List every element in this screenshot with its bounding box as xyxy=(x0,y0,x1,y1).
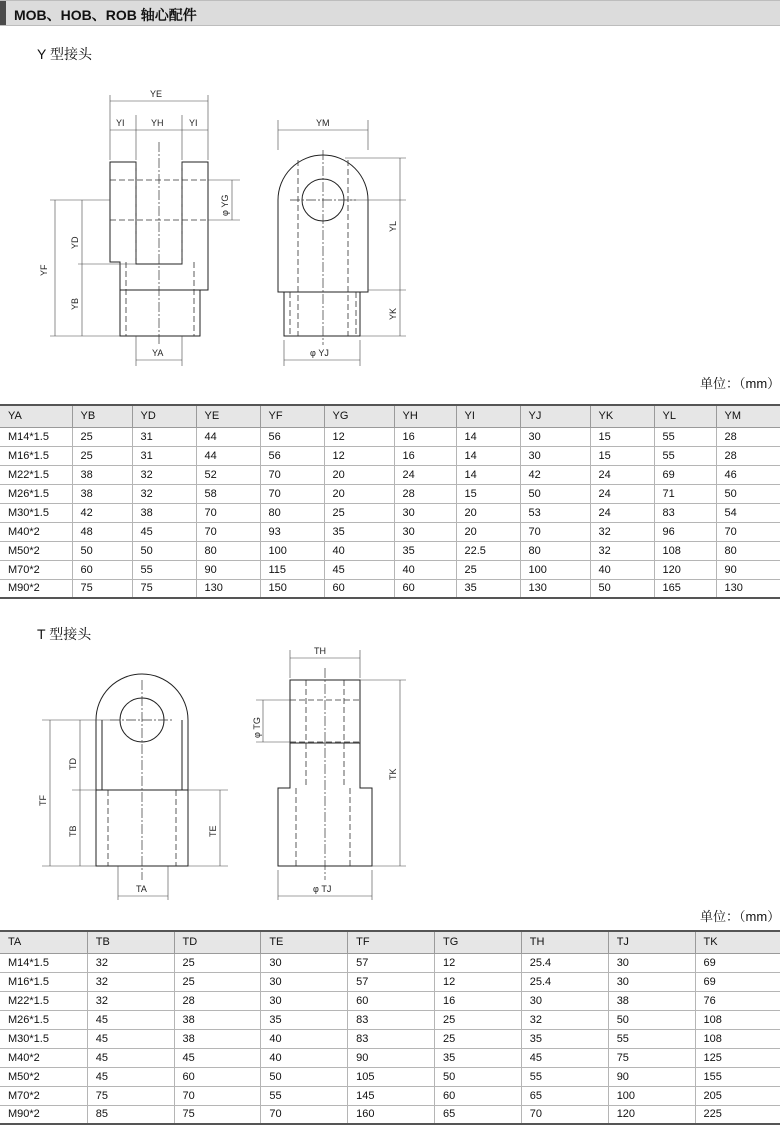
table-cell: 46 xyxy=(716,465,780,484)
table-cell: 24 xyxy=(590,484,654,503)
table-cell: 28 xyxy=(716,427,780,446)
table-cell: M50*2 xyxy=(0,1067,87,1086)
table-cell: 40 xyxy=(324,541,394,560)
table-cell: 75 xyxy=(174,1105,261,1124)
column-header: YF xyxy=(260,405,324,427)
table-cell: 100 xyxy=(608,1086,695,1105)
table-cell: 45 xyxy=(132,522,196,541)
table-cell: 35 xyxy=(521,1029,608,1048)
table-cell: M90*2 xyxy=(0,1105,87,1124)
table-cell: 35 xyxy=(456,579,520,598)
table-cell: 115 xyxy=(260,560,324,579)
table-cell: 70 xyxy=(174,1086,261,1105)
dim-label-yh: YH xyxy=(151,118,164,128)
table-cell: M50*2 xyxy=(0,541,72,560)
header-accent-bar xyxy=(0,1,6,25)
column-header: YL xyxy=(654,405,716,427)
table-cell: M30*1.5 xyxy=(0,503,72,522)
dim-label-tk: TK xyxy=(388,768,398,780)
table-cell: 15 xyxy=(590,446,654,465)
table-cell: 70 xyxy=(521,1105,608,1124)
table-cell: 65 xyxy=(434,1105,521,1124)
table-cell: 52 xyxy=(196,465,260,484)
table-cell: 24 xyxy=(590,503,654,522)
table-cell: 40 xyxy=(261,1029,348,1048)
column-header: TA xyxy=(0,931,87,953)
table-cell: 80 xyxy=(196,541,260,560)
table-cell: 30 xyxy=(261,953,348,972)
column-header: TF xyxy=(348,931,435,953)
table-cell: 16 xyxy=(394,446,456,465)
table-cell: 24 xyxy=(590,465,654,484)
table-cell: 25 xyxy=(434,1010,521,1029)
table-row xyxy=(0,465,780,484)
table-cell: 12 xyxy=(324,446,394,465)
column-header: YJ xyxy=(520,405,590,427)
table-cell: 30 xyxy=(261,991,348,1010)
dim-label-yd: YD xyxy=(70,236,80,249)
table-cell: 14 xyxy=(456,465,520,484)
table-cell: 108 xyxy=(654,541,716,560)
table-cell: 38 xyxy=(174,1029,261,1048)
table-cell: 30 xyxy=(394,522,456,541)
table-cell: 45 xyxy=(87,1010,174,1029)
table-cell: 25 xyxy=(174,953,261,972)
table-cell: 20 xyxy=(324,465,394,484)
table-cell: 40 xyxy=(590,560,654,579)
table-cell: 70 xyxy=(261,1105,348,1124)
table-cell: 65 xyxy=(521,1086,608,1105)
table-row xyxy=(0,1105,780,1124)
table-cell: 90 xyxy=(348,1048,435,1067)
table-cell: 55 xyxy=(654,446,716,465)
table-cell: M16*1.5 xyxy=(0,446,72,465)
y-joint-title: Y 型接头 xyxy=(37,46,92,62)
table-cell: 32 xyxy=(132,465,196,484)
dim-label-ta: TA xyxy=(136,884,147,894)
table-cell: 83 xyxy=(348,1029,435,1048)
table-row xyxy=(0,1029,780,1048)
table-cell: 30 xyxy=(394,503,456,522)
table-cell: 70 xyxy=(196,522,260,541)
table-cell: 31 xyxy=(132,427,196,446)
table-cell: 32 xyxy=(87,972,174,991)
column-header: YK xyxy=(590,405,654,427)
table-cell: 30 xyxy=(520,427,590,446)
table-cell: 85 xyxy=(87,1105,174,1124)
column-header: YM xyxy=(716,405,780,427)
table-cell: 205 xyxy=(695,1086,780,1105)
table-cell: 75 xyxy=(87,1086,174,1105)
table-cell: 54 xyxy=(716,503,780,522)
table-cell: 35 xyxy=(324,522,394,541)
table-cell: 16 xyxy=(434,991,521,1010)
dim-label-yk: YK xyxy=(388,307,398,320)
table-cell: 45 xyxy=(324,560,394,579)
table-cell: 15 xyxy=(456,484,520,503)
table-cell: 45 xyxy=(521,1048,608,1067)
table-cell: 12 xyxy=(434,953,521,972)
table-row xyxy=(0,1010,780,1029)
table-cell: 25 xyxy=(72,427,132,446)
table-cell: 96 xyxy=(654,522,716,541)
table-row xyxy=(0,1048,780,1067)
table-cell: M40*2 xyxy=(0,1048,87,1067)
column-header: TK xyxy=(695,931,780,953)
column-header: YD xyxy=(132,405,196,427)
table-cell: 83 xyxy=(654,503,716,522)
table-cell: 14 xyxy=(456,446,520,465)
table-cell: 30 xyxy=(608,972,695,991)
table-cell: 90 xyxy=(716,560,780,579)
table-cell: 108 xyxy=(695,1010,780,1029)
dim-label-td: TD xyxy=(68,758,78,770)
dim-label-yi-left: YI xyxy=(116,118,125,128)
table-cell: 25 xyxy=(72,446,132,465)
dim-label-tf: TF xyxy=(38,795,48,806)
table-cell: 32 xyxy=(521,1010,608,1029)
table-row xyxy=(0,484,780,503)
table-cell: 50 xyxy=(716,484,780,503)
table-cell: 32 xyxy=(87,953,174,972)
table-cell: 25.4 xyxy=(521,972,608,991)
dim-label-ya: YA xyxy=(152,348,164,358)
dim-label-yl: YL xyxy=(388,220,398,232)
table-cell: 165 xyxy=(654,579,716,598)
table-cell: 30 xyxy=(608,953,695,972)
table-cell: 40 xyxy=(261,1048,348,1067)
table-cell: 60 xyxy=(72,560,132,579)
y-spec-table xyxy=(0,404,780,599)
dim-label-ym: YM xyxy=(316,118,330,128)
table-cell: 30 xyxy=(261,972,348,991)
table-cell: 24 xyxy=(394,465,456,484)
table-row xyxy=(0,972,780,991)
section-header xyxy=(0,0,780,26)
table-cell: 28 xyxy=(394,484,456,503)
table-cell: 30 xyxy=(521,991,608,1010)
table-cell: 50 xyxy=(590,579,654,598)
table-row xyxy=(0,560,780,579)
table-cell: 31 xyxy=(132,446,196,465)
table-header-row xyxy=(0,931,780,953)
table-row xyxy=(0,953,780,972)
table-cell: 70 xyxy=(260,465,324,484)
table-cell: 70 xyxy=(716,522,780,541)
table-cell: 55 xyxy=(521,1067,608,1086)
table-cell: M40*2 xyxy=(0,522,72,541)
table-cell: 75 xyxy=(608,1048,695,1067)
table-cell: 50 xyxy=(520,484,590,503)
table-cell: 20 xyxy=(456,503,520,522)
column-header: TH xyxy=(521,931,608,953)
table-cell: 55 xyxy=(608,1029,695,1048)
column-header: TG xyxy=(434,931,521,953)
table-cell: 50 xyxy=(132,541,196,560)
table-row xyxy=(0,522,780,541)
table-cell: 80 xyxy=(520,541,590,560)
table-row xyxy=(0,991,780,1010)
table-cell: 38 xyxy=(608,991,695,1010)
t-joint-title: T 型接头 xyxy=(37,626,92,642)
table-row xyxy=(0,446,780,465)
table-cell: M90*2 xyxy=(0,579,72,598)
column-header: YH xyxy=(394,405,456,427)
table-cell: 38 xyxy=(72,465,132,484)
table-cell: 69 xyxy=(654,465,716,484)
table-row xyxy=(0,1067,780,1086)
table-cell: 55 xyxy=(654,427,716,446)
table-cell: 32 xyxy=(590,522,654,541)
t-spec-table xyxy=(0,930,780,1125)
dim-label-yb: YB xyxy=(70,297,80,310)
column-header: TD xyxy=(174,931,261,953)
page-title: MOB、HOB、ROB 轴心配件 xyxy=(14,7,197,23)
table-cell: 55 xyxy=(132,560,196,579)
table-cell: 50 xyxy=(261,1067,348,1086)
table-cell: 42 xyxy=(72,503,132,522)
table-cell: 80 xyxy=(260,503,324,522)
column-header: YI xyxy=(456,405,520,427)
column-header: YG xyxy=(324,405,394,427)
table-cell: M70*2 xyxy=(0,1086,87,1105)
table-cell: 25 xyxy=(324,503,394,522)
table-cell: 56 xyxy=(260,446,324,465)
table-cell: M22*1.5 xyxy=(0,465,72,484)
table-cell: 58 xyxy=(196,484,260,503)
table-cell: 50 xyxy=(608,1010,695,1029)
table-cell: 25.4 xyxy=(521,953,608,972)
table-header-row xyxy=(0,405,780,427)
table-row xyxy=(0,1086,780,1105)
dim-label-yi-right: YI xyxy=(189,118,198,128)
table-cell: 20 xyxy=(456,522,520,541)
table-cell: 50 xyxy=(72,541,132,560)
table-cell: 69 xyxy=(695,972,780,991)
table-cell: 130 xyxy=(520,579,590,598)
table-cell: 60 xyxy=(324,579,394,598)
table-row xyxy=(0,579,780,598)
table-row xyxy=(0,541,780,560)
table-cell: 105 xyxy=(348,1067,435,1086)
table-cell: 56 xyxy=(260,427,324,446)
dim-label-yj: φ YJ xyxy=(310,348,329,358)
table-cell: 32 xyxy=(590,541,654,560)
table-cell: 76 xyxy=(695,991,780,1010)
table-cell: 45 xyxy=(87,1067,174,1086)
table-cell: M30*1.5 xyxy=(0,1029,87,1048)
table-cell: M22*1.5 xyxy=(0,991,87,1010)
table-cell: 130 xyxy=(196,579,260,598)
table-cell: 15 xyxy=(590,427,654,446)
table-cell: 30 xyxy=(520,446,590,465)
table-cell: 44 xyxy=(196,427,260,446)
t-unit-label: 单位：（mm） xyxy=(700,909,780,924)
table-cell: 44 xyxy=(196,446,260,465)
table-cell: 38 xyxy=(72,484,132,503)
table-cell: M26*1.5 xyxy=(0,484,72,503)
table-cell: 35 xyxy=(434,1048,521,1067)
table-cell: 25 xyxy=(174,972,261,991)
dim-label-tg: φ TG xyxy=(252,717,262,738)
t-joint-drawing xyxy=(0,640,780,900)
table-cell: 57 xyxy=(348,953,435,972)
table-cell: 90 xyxy=(608,1067,695,1086)
table-cell: 155 xyxy=(695,1067,780,1086)
table-cell: 25 xyxy=(434,1029,521,1048)
dim-label-te: TE xyxy=(208,825,218,837)
table-cell: 100 xyxy=(260,541,324,560)
table-cell: 32 xyxy=(87,991,174,1010)
table-cell: 22.5 xyxy=(456,541,520,560)
table-cell: 70 xyxy=(260,484,324,503)
column-header: YE xyxy=(196,405,260,427)
table-cell: 42 xyxy=(520,465,590,484)
table-cell: 83 xyxy=(348,1010,435,1029)
table-cell: 38 xyxy=(132,503,196,522)
table-cell: 57 xyxy=(348,972,435,991)
table-cell: 50 xyxy=(434,1067,521,1086)
table-cell: 32 xyxy=(132,484,196,503)
table-row xyxy=(0,503,780,522)
table-cell: 69 xyxy=(695,953,780,972)
column-header: TJ xyxy=(608,931,695,953)
table-cell: M26*1.5 xyxy=(0,1010,87,1029)
table-cell: 100 xyxy=(520,560,590,579)
table-cell: 60 xyxy=(394,579,456,598)
dim-label-th: TH xyxy=(314,646,326,656)
table-cell: 55 xyxy=(261,1086,348,1105)
table-cell: 71 xyxy=(654,484,716,503)
table-cell: 108 xyxy=(695,1029,780,1048)
table-cell: 120 xyxy=(608,1105,695,1124)
table-cell: 70 xyxy=(196,503,260,522)
table-cell: 60 xyxy=(434,1086,521,1105)
table-cell: 60 xyxy=(348,991,435,1010)
table-cell: 28 xyxy=(174,991,261,1010)
y-unit-label: 单位：（mm） xyxy=(700,376,780,391)
table-cell: 35 xyxy=(261,1010,348,1029)
table-cell: 225 xyxy=(695,1105,780,1124)
table-cell: 130 xyxy=(716,579,780,598)
table-cell: M14*1.5 xyxy=(0,427,72,446)
y-joint-drawing xyxy=(0,80,780,380)
table-cell: 160 xyxy=(348,1105,435,1124)
table-cell: 93 xyxy=(260,522,324,541)
table-cell: 45 xyxy=(174,1048,261,1067)
table-cell: M14*1.5 xyxy=(0,953,87,972)
table-cell: 70 xyxy=(520,522,590,541)
table-row xyxy=(0,427,780,446)
table-cell: 120 xyxy=(654,560,716,579)
table-cell: 150 xyxy=(260,579,324,598)
column-header: TB xyxy=(87,931,174,953)
table-cell: M70*2 xyxy=(0,560,72,579)
table-cell: 75 xyxy=(72,579,132,598)
column-header: YB xyxy=(72,405,132,427)
table-cell: 45 xyxy=(87,1048,174,1067)
table-cell: 145 xyxy=(348,1086,435,1105)
table-cell: 12 xyxy=(434,972,521,991)
table-cell: 16 xyxy=(394,427,456,446)
table-cell: 14 xyxy=(456,427,520,446)
table-cell: 25 xyxy=(456,560,520,579)
table-cell: 40 xyxy=(394,560,456,579)
column-header: YA xyxy=(0,405,72,427)
table-cell: 12 xyxy=(324,427,394,446)
dim-label-tb: TB xyxy=(68,825,78,837)
table-cell: 38 xyxy=(174,1010,261,1029)
table-cell: 28 xyxy=(716,446,780,465)
table-cell: 60 xyxy=(174,1067,261,1086)
table-cell: 20 xyxy=(324,484,394,503)
table-cell: 125 xyxy=(695,1048,780,1067)
column-header: TE xyxy=(261,931,348,953)
table-cell: 90 xyxy=(196,560,260,579)
table-cell: M16*1.5 xyxy=(0,972,87,991)
dim-label-ye: YE xyxy=(150,89,163,99)
table-cell: 53 xyxy=(520,503,590,522)
table-cell: 75 xyxy=(132,579,196,598)
table-cell: 48 xyxy=(72,522,132,541)
table-cell: 35 xyxy=(394,541,456,560)
table-cell: 80 xyxy=(716,541,780,560)
dim-label-yf: YF xyxy=(39,264,49,276)
table-cell: 45 xyxy=(87,1029,174,1048)
dim-label-tj: φ TJ xyxy=(313,884,332,894)
dim-label-yg: φ YG xyxy=(220,194,230,216)
